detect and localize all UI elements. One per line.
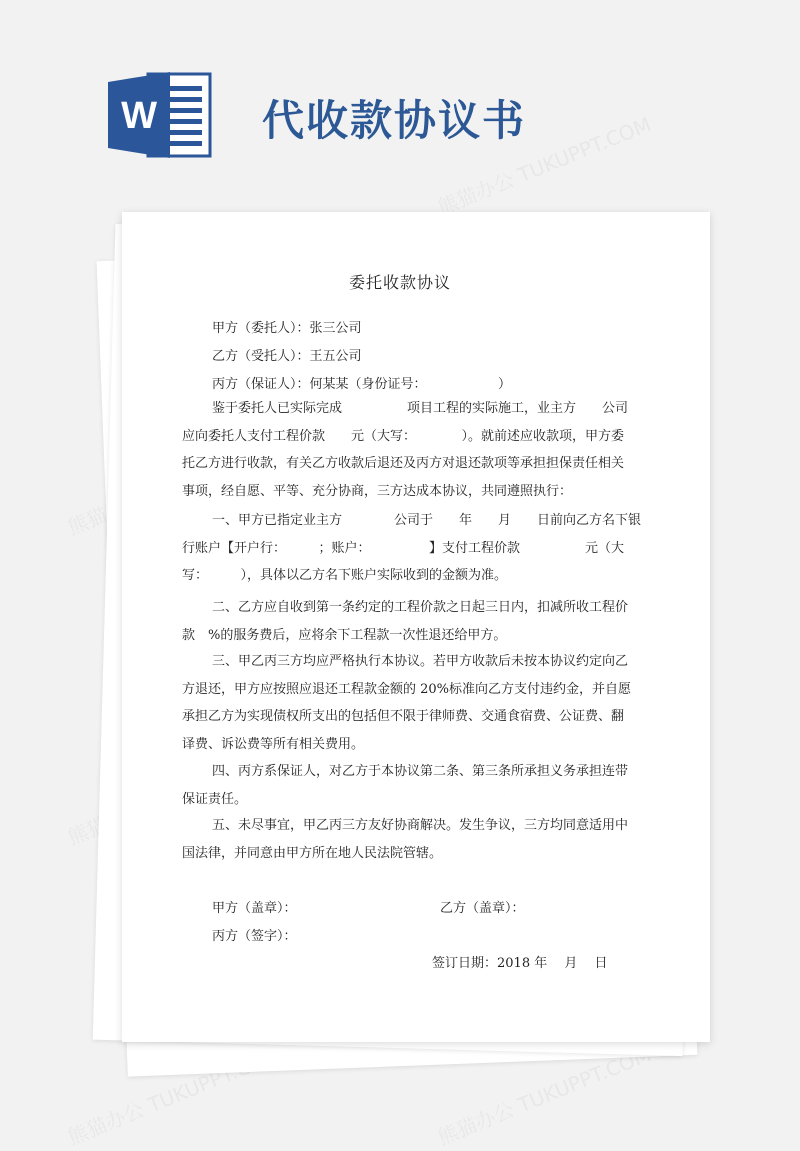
word-document-icon	[108, 70, 212, 160]
banner-title: 代收款协议书	[262, 96, 527, 145]
clause-4	[182, 758, 652, 813]
paragraph-line: 写： ），具体以乙方名下账户实际收到的金额为准。	[182, 568, 508, 584]
clause-5	[182, 812, 652, 867]
paragraph-line: 鉴于委托人已实际完成 项目工程的实际施工，业主方 公司	[212, 401, 629, 416]
clause-3	[182, 648, 652, 758]
paragraph-line: 五、未尽事宜，甲乙丙三方友好协商解决。发生争议，三方均同意适用中	[212, 818, 629, 833]
paragraph-line: 托乙方进行收款，有关乙方收款后退还及丙方对退还款项等承担担保责任相关	[182, 456, 625, 472]
svg-text:W: W	[121, 95, 157, 137]
clause-2	[182, 594, 652, 649]
signature-party-a: 甲方（盖章）：	[212, 901, 297, 916]
paragraph-line: 方退还，甲方应按照应退还工程款金额的 20%标准向乙方支付违约金，并自愿	[182, 681, 632, 697]
paragraph-line: 一、甲方已指定业主方 公司于 年 月 日前向乙方名下银	[212, 513, 642, 528]
paragraph-line: 事项，经自愿、平等、充分协商，三方达成本协议，共同遵照执行：	[182, 483, 573, 499]
paragraph-line: 承担乙方为实现债权所支出的包括但不限于律师费、交通食宿费、公证费、翻	[182, 709, 625, 725]
paragraph-line: 三、甲乙丙三方均应严格执行本协议。若甲方收款后未按本协议约定向乙	[212, 654, 629, 669]
sign-date: 签订日期：2018 年 月 日	[432, 956, 608, 971]
party-c: 丙方（保证人）：何某某（身份证号： ）	[212, 377, 512, 392]
paragraph-line: 国法律，并同意由甲方所在地人民法院管辖。	[182, 845, 443, 861]
paragraph-line: 保证责任。	[182, 791, 248, 807]
clause-1	[182, 507, 652, 590]
paragraph-line: 款 %的服务费后，应将余下工程款一次性退还给甲方。	[182, 627, 507, 643]
paragraph-line: 四、丙方系保证人，对乙方于本协议第二条、第三条所承担义务承担连带	[212, 764, 629, 779]
intro-paragraph	[182, 395, 652, 505]
paragraph-line: 二、乙方应自收到第一条约定的工程价款之日起三日内，扣减所收工程价	[212, 600, 629, 615]
party-a: 甲方（委托人）：张三公司	[212, 321, 362, 336]
paragraph-line: 应向委托人支付工程价款 元（大写： ）。就前述应收款项，甲方委	[182, 428, 625, 444]
signature-party-c: 丙方（签字）：	[212, 929, 297, 944]
signature-party-b: 乙方（盖章）：	[440, 901, 525, 916]
paragraph-line: 行账户【开户行： ；账户： 】支付工程价款 元（大	[182, 540, 625, 556]
paragraph-line: 译费、诉讼费等所有相关费用。	[182, 736, 365, 752]
party-b: 乙方（受托人）：王五公司	[212, 349, 362, 364]
document-title: 委托收款协议	[348, 273, 451, 292]
